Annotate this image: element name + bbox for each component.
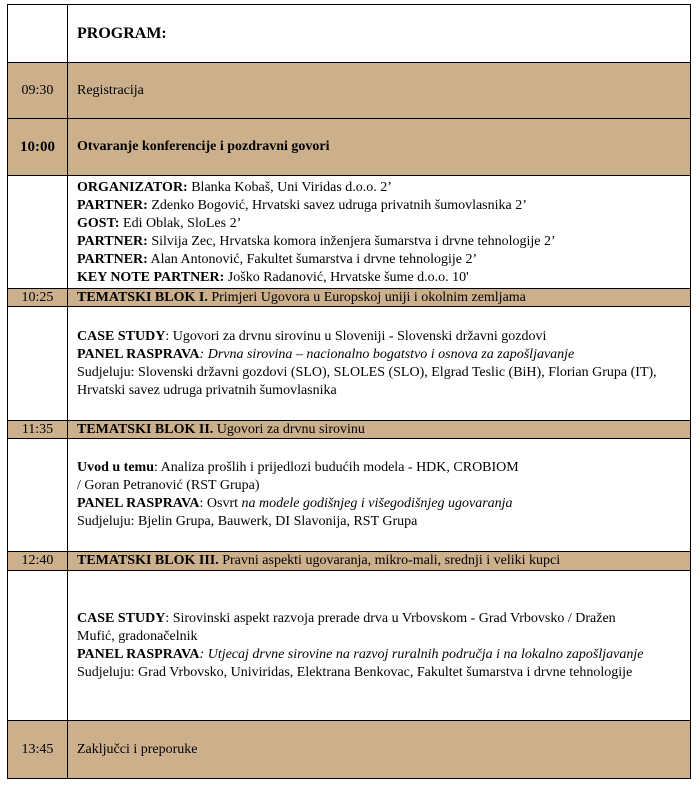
block3-header [68, 552, 691, 571]
registration-time: 09:30 [8, 63, 68, 119]
opening-row [8, 119, 691, 176]
time-cell [8, 307, 68, 421]
speaker-item: GOST: Edi Oblak, SloLes 2’ [77, 215, 242, 231]
participants: Sudjeluju: Slovenski državni gozdovi (SLO), SLOLES (SLO), Elgrad Teslic (BiH), Florian Grupa (IT), Hrvatski savez udruga privatnih šumovlasnika [77, 364, 657, 398]
header-row [8, 5, 691, 63]
block3-label: TEMATSKI BLOK III. [77, 553, 219, 568]
block2-content [68, 439, 691, 552]
time-cell [8, 571, 68, 721]
block1-header [68, 289, 691, 307]
closing-row [8, 721, 691, 779]
block1-time: 10:25 [8, 289, 68, 307]
block3-title: Pravni aspekti ugovaranja, mikro-mali, srednji i veliki kupci [218, 553, 561, 568]
speaker-item: PARTNER: Alan Antonović, Fakultet šumarstva i drvne tehnologije 2’ [77, 251, 478, 267]
speakers-list [68, 176, 691, 289]
speakers-row [8, 176, 691, 289]
participants: Sudjeluju: Grad Vrbovsko, Univiridas, Elektrana Benkovac, Fakultet šumarstva i drvne tehnologije [77, 664, 633, 680]
program-table [7, 4, 691, 779]
block3-content [68, 571, 691, 721]
intro-topic-speaker: / Goran Petranović (RST Grupa) [77, 478, 260, 493]
case-study: CASE STUDY: Ugovori za drvnu sirovinu u Sloveniji - Slovenski državni gozdovi [77, 328, 547, 344]
block1-content [68, 307, 691, 421]
opening-time: 10:00 [8, 119, 68, 176]
block2-time: 11:35 [8, 421, 68, 439]
panel-discussion: PANEL RASPRAVA: Osvrt na modele godišnjeg i višegodišnjeg ugovaranja [77, 496, 513, 511]
program-title: PROGRAM: [77, 24, 167, 42]
panel-discussion: PANEL RASPRAVA: Drvna sirovina – nacionalno bogatstvo i osnova za zapošljavanje [77, 346, 575, 362]
intro-topic: Uvod u temu: Analiza prošlih i prijedlozi budućih modela - HDK, CROBIOM [77, 460, 519, 475]
speaker-item: PARTNER: Zdenko Bogović, Hrvatski savez udruga privatnih šumovlasnika 2’ [77, 197, 527, 213]
time-cell [8, 439, 68, 552]
closing-time: 13:45 [8, 721, 68, 779]
block2-header [68, 421, 691, 439]
block2-title: Ugovori za drvnu sirovinu [213, 421, 365, 437]
block3-content-row [8, 571, 691, 721]
speaker-item: KEY NOTE PARTNER: Joško Radanović, Hrvatske šume d.o.o. 10' [77, 269, 469, 285]
program-title-cell [68, 5, 691, 63]
block1-title: Primjeri Ugovora u Europskoj uniji i okolnim zemljama [207, 289, 526, 305]
block3-time: 12:40 [8, 552, 68, 571]
registration-label: Registracija [68, 63, 691, 119]
closing-label: Zaključci i preporuke [68, 721, 691, 779]
speaker-item: ORGANIZATOR: Blanka Kobaš, Uni Viridas d.o.o. 2’ [77, 179, 392, 195]
block2-label: TEMATSKI BLOK II. [77, 421, 214, 437]
block1-content-row [8, 307, 691, 421]
block2-header-row [8, 421, 691, 439]
participants: Sudjeluju: Bjelin Grupa, Bauwerk, DI Slavonija, RST Grupa [77, 514, 418, 529]
speaker-item: PARTNER: Silvija Zec, Hrvatska komora inženjera šumarstva i drvne tehnologije 2’ [77, 233, 556, 249]
block3-header-row [8, 552, 691, 571]
case-study: CASE STUDY: Sirovinski aspekt razvoja prerade drva u Vrbovskom - Grad Vrbovsko / Dražen Mufić, gradonačelnik [77, 610, 616, 644]
opening-label: Otvaranje konferencije i pozdravni govori [68, 119, 691, 176]
block2-content-row [8, 439, 691, 552]
panel-discussion: PANEL RASPRAVA: Utjecaj drvne sirovine na razvoj ruralnih područja i na lokalno zapošljavanje [77, 646, 644, 662]
time-cell [8, 176, 68, 289]
time-cell [8, 5, 68, 63]
block1-header-row [8, 289, 691, 307]
registration-row [8, 63, 691, 119]
block1-label: TEMATSKI BLOK I. [77, 289, 208, 305]
